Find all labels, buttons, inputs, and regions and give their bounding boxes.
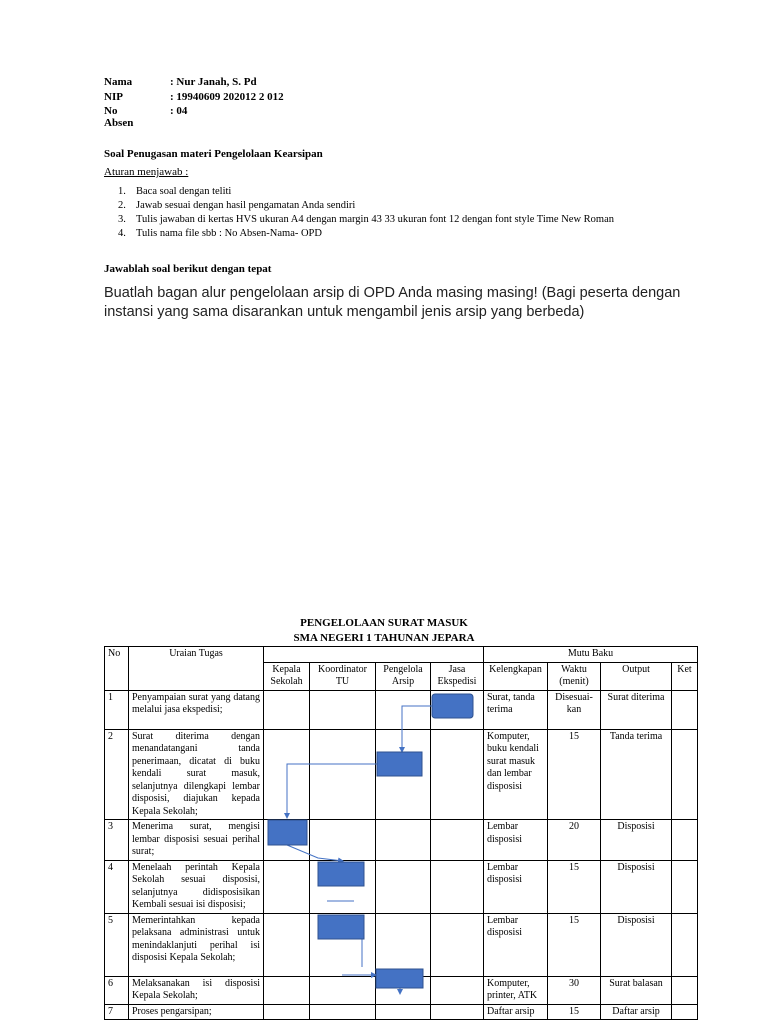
header-output: Output xyxy=(601,662,672,690)
table-row xyxy=(105,729,698,820)
row-no: 1 xyxy=(105,690,129,729)
row-ket xyxy=(672,729,698,820)
row-no: 7 xyxy=(105,1004,129,1020)
name-label: Nama xyxy=(104,76,133,88)
row-waktu: 15 xyxy=(548,860,601,913)
header-kepala: Kepala Sekolah xyxy=(264,662,310,690)
row-output: Tanda terima xyxy=(601,729,672,820)
row-no: 4 xyxy=(105,860,129,913)
row-waktu: Disesuai-kan xyxy=(548,690,601,729)
nip-value: : 19940609 202012 2 012 xyxy=(170,91,284,103)
row-uraian: Menerima surat, mengisi lembar disposisi sesuai perihal surat; xyxy=(129,820,264,861)
header-no: No xyxy=(105,647,129,691)
row-kelengkapan: Surat, tanda terima xyxy=(484,690,548,729)
row-ket xyxy=(672,1004,698,1020)
table-row xyxy=(105,976,698,1004)
table-row xyxy=(105,820,698,861)
row-uraian: Proses pengarsipan; xyxy=(129,1004,264,1020)
table-row xyxy=(105,690,698,729)
row-uraian: Surat diterima dengan menandatangani tanda penerimaan, dicatat di buku kendali surat masuk, selanjutnya dilengkapi lembar disposisi, diajukan kepada Kepala Sekolah; xyxy=(129,729,264,820)
rule-item xyxy=(118,228,322,239)
row-output: Disposisi xyxy=(601,860,672,913)
row-output: Disposisi xyxy=(601,913,672,976)
rule-text: Jawab sesuai dengan hasil pengamatan Anda sendiri xyxy=(136,200,356,211)
header-waktu: Waktu (menit) xyxy=(548,662,601,690)
rule-number: 4. xyxy=(118,228,126,239)
row-no: 6 xyxy=(105,976,129,1004)
row-kelengkapan: Lembar disposisi xyxy=(484,860,548,913)
table-row xyxy=(105,1004,698,1020)
rule-item xyxy=(118,186,231,197)
absen-label: No Absen xyxy=(104,105,134,129)
row-ket xyxy=(672,690,698,729)
rule-item xyxy=(118,200,355,211)
row-kelengkapan: Daftar arsip xyxy=(484,1004,548,1020)
row-waktu: 30 xyxy=(548,976,601,1004)
rule-number: 2. xyxy=(118,200,126,211)
table-title: PENGELOLAAN SURAT MASUK xyxy=(300,617,468,629)
table-row xyxy=(105,913,698,976)
absen-value: : 04 xyxy=(170,105,188,117)
row-output: Daftar arsip xyxy=(601,1004,672,1020)
nip-label: NIP xyxy=(104,91,123,103)
answer-heading: Jawablah soal berikut dengan tepat xyxy=(104,263,272,275)
flow-table xyxy=(104,646,698,1020)
row-ket xyxy=(672,820,698,861)
row-waktu: 20 xyxy=(548,820,601,861)
row-uraian: Menelaah perintah Kepala Sekolah sesuai disposisi, selanjutnya didisposisikan Kembali sesuai isi disposisi; xyxy=(129,860,264,913)
header-koordinator: Koordinator TU xyxy=(310,662,376,690)
name-value: : Nur Janah, S. Pd xyxy=(170,76,257,88)
rule-item xyxy=(118,214,614,225)
rule-text: Baca soal dengan teliti xyxy=(136,186,232,197)
header-mutu-baku: Mutu Baku xyxy=(484,647,698,663)
row-no: 5 xyxy=(105,913,129,976)
rule-number: 1. xyxy=(118,186,126,197)
table-subtitle: SMA NEGERI 1 TAHUNAN JEPARA xyxy=(293,632,475,644)
row-waktu: 15 xyxy=(548,729,601,820)
row-kelengkapan: Komputer, buku kendali surat masuk dan lembar disposisi xyxy=(484,729,548,820)
row-waktu: 15 xyxy=(548,1004,601,1020)
row-kelengkapan: Lembar disposisi xyxy=(484,820,548,861)
row-kelengkapan: Lembar disposisi xyxy=(484,913,548,976)
row-output: Disposisi xyxy=(601,820,672,861)
row-ket xyxy=(672,913,698,976)
header-uraian: Uraian Tugas xyxy=(129,647,264,691)
rules-heading: Aturan menjawab : xyxy=(104,166,189,178)
header-jasa: Jasa Ekspedisi xyxy=(431,662,484,690)
header-ket: Ket xyxy=(672,662,698,690)
table-header-row xyxy=(105,647,698,663)
row-uraian: Penyampaian surat yang datang melalui jasa ekspedisi; xyxy=(129,690,264,729)
row-no: 3 xyxy=(105,820,129,861)
rule-text: Tulis nama file sbb : No Absen-Nama- OPD xyxy=(136,228,322,239)
header-pengelola: Pengelola Arsip xyxy=(376,662,431,690)
row-ket xyxy=(672,860,698,913)
row-no: 2 xyxy=(105,729,129,820)
row-output: Surat diterima xyxy=(601,690,672,729)
rule-text: Tulis jawaban di kertas HVS ukuran A4 dengan margin 43 33 ukuran font 12 dengan font style Time New Roman xyxy=(136,214,614,225)
table-row xyxy=(105,860,698,913)
rule-number: 3. xyxy=(118,214,126,225)
row-uraian: Memerintahkan kepada pelaksana administrasi untuk menindaklanjuti perihal isi disposisi Kepala Sekolah; xyxy=(129,913,264,976)
row-kelengkapan: Komputer, printer, ATK xyxy=(484,976,548,1004)
assignment-title: Soal Penugasan materi Pengelolaan Kearsipan xyxy=(104,148,323,160)
header-kelengkapan: Kelengkapan xyxy=(484,662,548,690)
question-text: Buatlah bagan alur pengelolaan arsip di OPD Anda masing masing! (Bagi peserta dengan instansi yang sama disarankan untuk mengambil jenis arsip yang berbeda) xyxy=(104,285,681,320)
header-pelaksana xyxy=(264,647,484,663)
row-output: Surat balasan xyxy=(601,976,672,1004)
row-uraian: Melaksanakan isi disposisi Kepala Sekolah; xyxy=(129,976,264,1004)
row-waktu: 15 xyxy=(548,913,601,976)
row-ket xyxy=(672,976,698,1004)
